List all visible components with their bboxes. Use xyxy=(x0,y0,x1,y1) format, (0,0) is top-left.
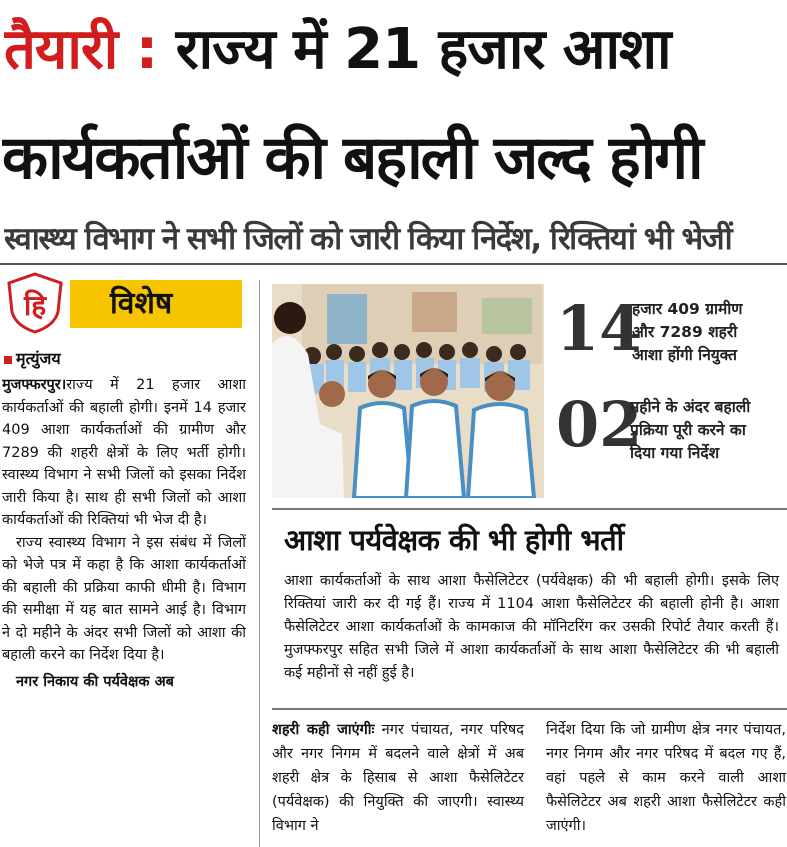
stat-text-1-line-2: और 7289 शहरी xyxy=(632,323,738,341)
stat-text-2-line-1: महीने के अंदर बहाली xyxy=(630,398,751,416)
left-column xyxy=(2,374,246,844)
bottom-column-3 xyxy=(546,718,786,838)
headline-line-1 xyxy=(4,10,784,90)
stat-text-2-line-2: प्रक्रिया पूरी करने का xyxy=(630,421,746,439)
headline-tag: तैयारी : xyxy=(4,17,158,82)
left-subhead: नगर निकाय की पर्यवेक्षक अब xyxy=(16,673,174,690)
headline-line-2: कार्यकर्ताओं की बहाली जल्द होगी xyxy=(2,123,702,193)
left-para-1: राज्य में 21 हजार आशा कार्यकर्ताओं की बहाली होगी। इनमें 14 हजार 409 आशा कार्यकर्ताओं की ग्रामीण और 7289 की शहरी क्षेत्रों के लिए भर्ती होगी। स्वास्थ्य विभाग ने सभी जिलों को इसका निर्देश जारी किया है। साथ ही सभी जिलों को आशा कार्यकर्ताओं की रिक्तियां भी भेज दी है। xyxy=(2,377,246,528)
stat-text-2 xyxy=(630,396,750,465)
box-body xyxy=(284,570,779,685)
stat-text-1-line-1: हजार 409 ग्रामीण xyxy=(632,300,743,318)
stat-text-1-line-3: आशा होंगी नियुक्त xyxy=(632,346,737,364)
stat-text-2-line-3: दिया गया निर्देश xyxy=(630,444,720,462)
hindustan-logo-icon xyxy=(4,272,66,334)
logo-letter: हि xyxy=(23,289,47,322)
section-label-box xyxy=(70,280,242,328)
col2-lead: शहरी कही जाएंगीः xyxy=(272,722,375,738)
divider xyxy=(0,263,787,265)
byline: मृत्युंजय xyxy=(4,348,61,370)
stat-number-1: 14 xyxy=(556,292,643,365)
divider-bottom xyxy=(272,708,787,710)
asha-workers-photo xyxy=(272,284,544,498)
section-label: विशेष xyxy=(110,286,173,321)
left-para-2: राज्य स्वास्थ्य विभाग ने इस संबंध में जिलों को भेजे पत्र में कहा है कि आशा कार्यकर्ताओं की बहाली की प्रक्रिया काफी धीमी है। विभाग की समीक्षा में यह बात सामने आई है। विभाग ने दो महीने के अंदर सभी जिलों को आशा की बहाली करने का निर्देश दिया है। xyxy=(2,534,246,663)
bottom-column-2 xyxy=(272,718,524,838)
column-divider xyxy=(259,280,260,847)
col3-text: निर्देश दिया कि जो ग्रामीण क्षेत्र नगर पंचायत, नगर निगम और नगर परिषद में बदल गए हैं, वहां पहले से काम करने वाली आशा फैसेलिटेटर अब शहरी आशा फैसेलिटेटर कही जाएंगी। xyxy=(546,722,786,834)
stat-text-1 xyxy=(632,298,742,367)
box-heading: आशा पर्यवेक्षक की भी होगी भर्ती xyxy=(284,523,624,557)
supervisor-box xyxy=(272,508,787,708)
headline-line-1-text: राज्य में 21 हजार आशा xyxy=(175,17,671,82)
box-paragraph: आशा कार्यकर्ताओं के साथ आशा फैसेलिटेटर (पर्यवेक्षक) की भी बहाली होगी। इसके लिए रिक्तियां जारी कर दी गई हैं। राज्य में 1104 आशा फैसेलिटेटर की बहाली होनी है। आशा फैसेलिटेटर आशा कार्यकर्ताओं के कामकाज की मॉनिटरिंग कर उसकी रिपोर्ट तैयार करती हैं। मुजफ्फरपुर सहित सभी जिले में आशा कार्यकर्ताओं के साथ आशा फैसेलिटेटर की भी बहाली कई महीनों से नहीं हुई है। xyxy=(284,573,779,681)
stat-number-2: 02 xyxy=(556,388,643,461)
dateline: मुजफ्फरपुर। xyxy=(2,377,67,393)
col2-text: नगर पंचायत, नगर परिषद और नगर निगम में बदलने वाले क्षेत्रों में अब शहरी क्षेत्र के हिसाब से आशा फैसेलिटेटर (पर्यवेक्षक) की नियुक्ति की जाएगी। स्वास्थ्य विभाग ने xyxy=(272,722,524,834)
subheadline: स्वास्थ्य विभाग ने सभी जिलों को जारी किया निर्देश, रिक्तियां भी भेजीं xyxy=(4,221,732,257)
